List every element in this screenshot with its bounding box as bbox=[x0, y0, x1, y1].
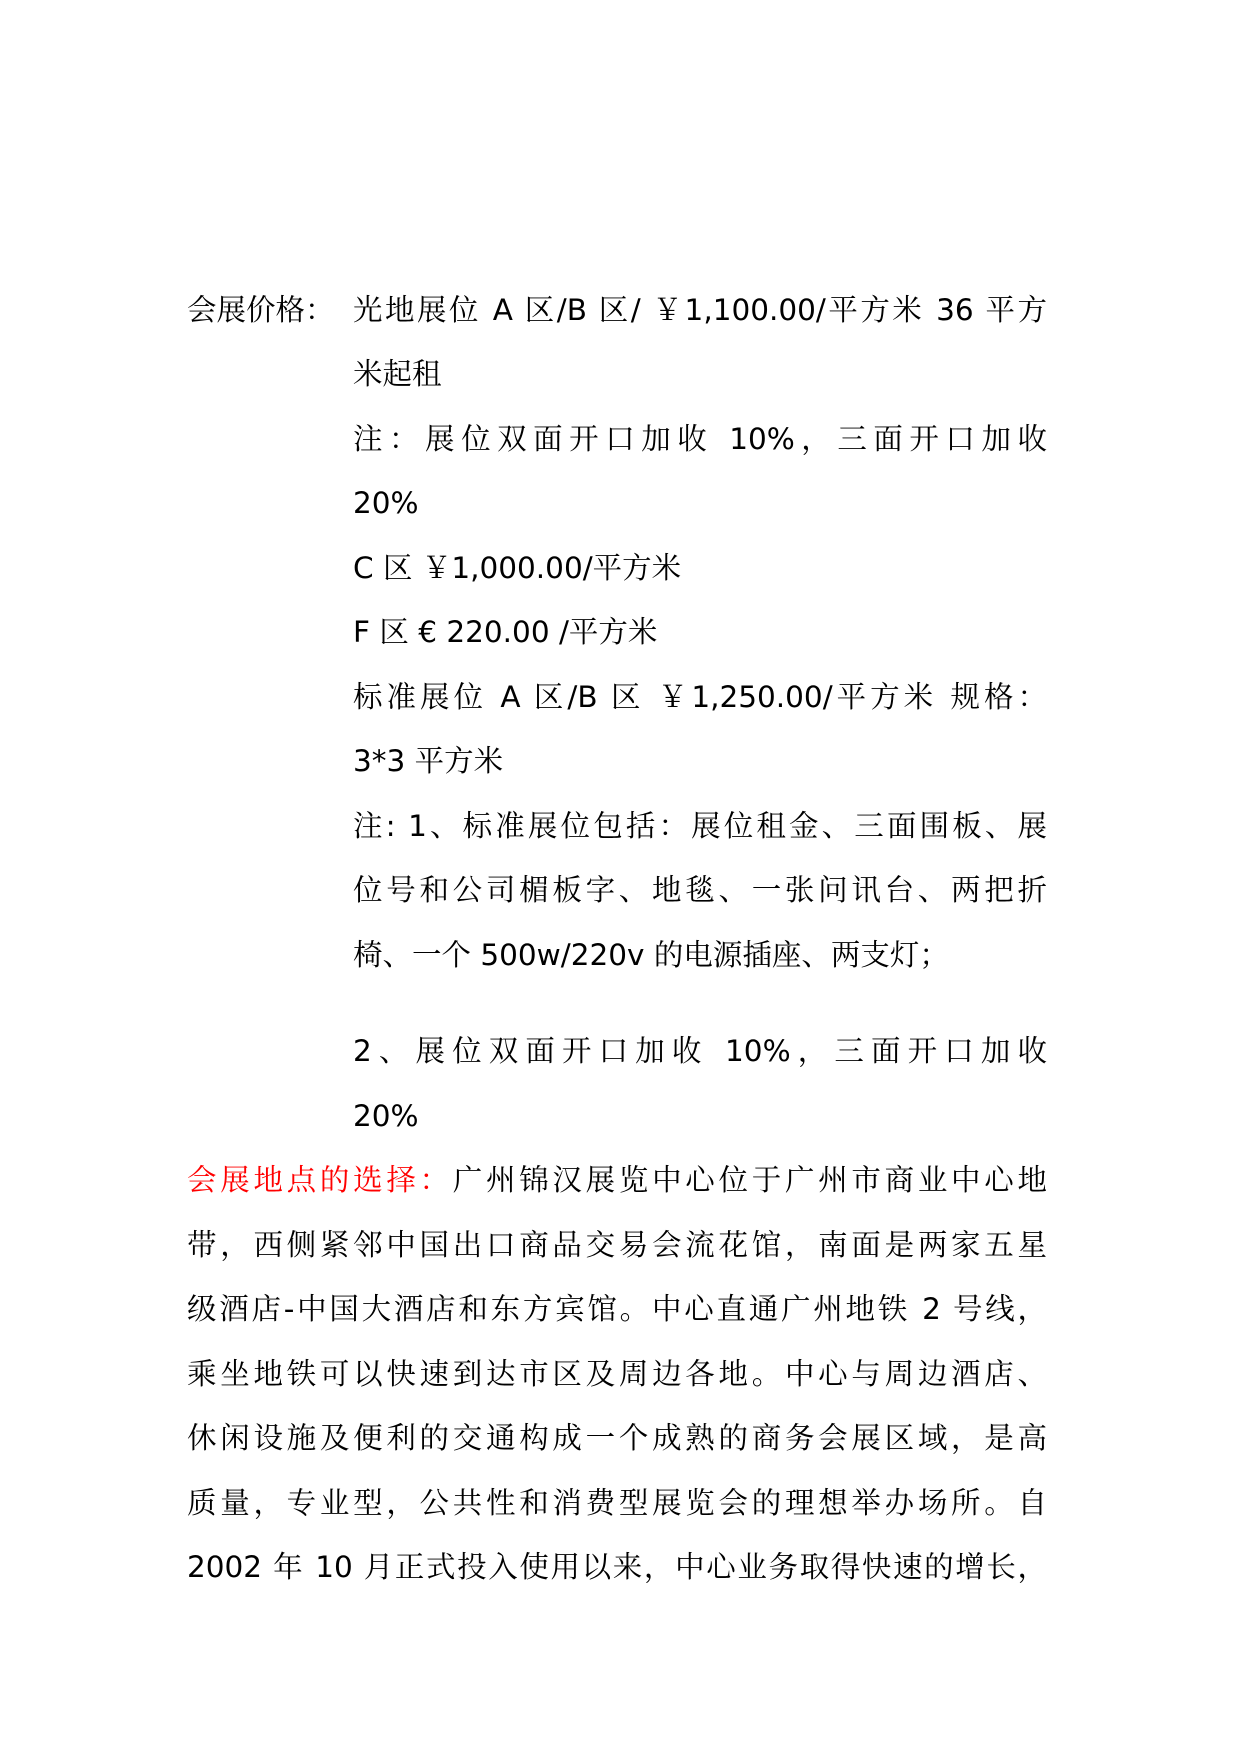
location-line-4: 乘坐地铁可以快速到达市区及周边各地。中心与周边酒店、 bbox=[187, 1357, 1047, 1391]
pricing-standard-line-2: 3*3 平方米 bbox=[353, 744, 504, 778]
pricing-note-1-line-2: 20% bbox=[353, 486, 419, 520]
pricing-label: 会展价格： bbox=[187, 293, 335, 327]
pricing-zone-f: F 区 € 220.00 /平方米 bbox=[353, 615, 658, 649]
pricing-note-3-line-1: 2、展位双面开口加收 10%，三面开口加收 bbox=[353, 1034, 1047, 1068]
pricing-note-1-line-1: 注：展位双面开口加收 10%，三面开口加收 bbox=[353, 422, 1047, 456]
pricing-line-2: 米起租 bbox=[353, 357, 442, 391]
location-label: 会展地点的选择： bbox=[187, 1163, 453, 1197]
location-line-3: 级酒店-中国大酒店和东方宾馆。中心直通广州地铁 2 号线， bbox=[187, 1292, 1047, 1326]
location-line-1-text: 广州锦汉展览中心位于广州市商业中心地 bbox=[452, 1163, 1047, 1197]
pricing-note-3-line-2: 20% bbox=[353, 1099, 419, 1133]
pricing-note-2-line-2: 位号和公司楣板字、地毯、一张问讯台、两把折 bbox=[353, 873, 1047, 907]
pricing-zone-c: C 区 ￥1,000.00/平方米 bbox=[353, 551, 682, 585]
location-line-2: 带，西侧紧邻中国出口商品交易会流花馆，南面是两家五星 bbox=[187, 1228, 1047, 1262]
location-line-5: 休闲设施及便利的交通构成一个成熟的商务会展区域，是高 bbox=[187, 1421, 1047, 1455]
pricing-note-2-line-1: 注: 1、标准展位包括：展位租金、三面围板、展 bbox=[353, 809, 1047, 843]
pricing-note-2-line-3: 椅、一个 500w/220v 的电源插座、两支灯； bbox=[353, 938, 949, 972]
pricing-line-1: 光地展位 A 区/B 区/ ￥1,100.00/平方米 36 平方 bbox=[353, 293, 1047, 327]
pricing-row-1 bbox=[187, 290, 335, 330]
location-line-1 bbox=[187, 1160, 1047, 1200]
location-line-6: 质量，专业型，公共性和消费型展览会的理想举办场所。自 bbox=[187, 1486, 1047, 1520]
location-line-7: 2002 年 10 月正式投入使用以来，中心业务取得快速的增长， bbox=[187, 1550, 1047, 1584]
pricing-standard-line-1: 标准展位 A 区/B 区 ￥1,250.00/平方米 规格： bbox=[353, 680, 1047, 714]
